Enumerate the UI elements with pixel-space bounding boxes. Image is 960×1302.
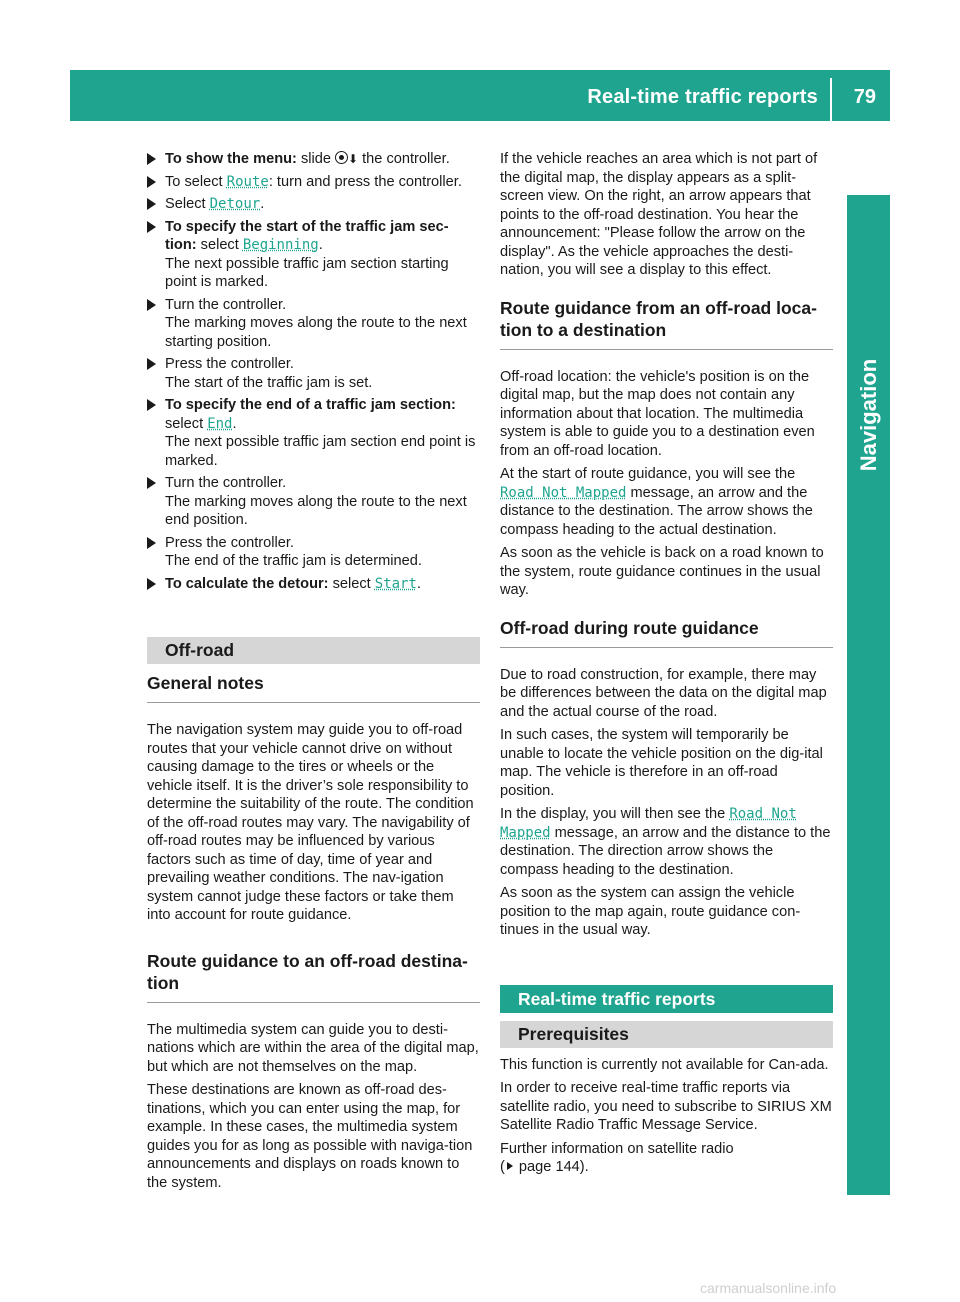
paragraph: In order to receive real-time traffic reports via satellite radio, you need to subscribe to SIRIUS XM Satellite Radio Traffic Message Service. xyxy=(500,1080,832,1133)
display-message-road-not-mapped: Road Not Mapped xyxy=(500,806,797,841)
step-text: Turn the controller. xyxy=(165,296,287,313)
paragraph: These destinations are known as off-road des-tinations, which you can enter using the map, for example. In these cases, the multimedia system guides you for as long as possible with naviga-tion announcements and displays on roads known to the system. xyxy=(147,1082,473,1191)
paragraph-text: message, an arrow and the distance to the destination. The direction arrow shows the compass heading to the destination. xyxy=(500,824,831,878)
section-heading-prerequisites: Prerequisites xyxy=(500,1021,833,1048)
step-result: The next possible traffic jam section end point is marked. xyxy=(165,434,476,469)
paragraph: Due to road construction, for example, there may be differences between the data on the digital map and the actual course of the road. xyxy=(500,666,827,720)
paragraph: The navigation system may guide you to off-road routes that your vehicle cannot drive on without causing damage to the tires or wheels or the vehicle itself. It is the driver’s sole responsibility to determine the suitability of the route. The condition of the off-road routes may vary. The navigability of off-road routes may be influenced by various factors such as time of day, time of year and prevailing weather conditions. The nav-igation system cannot judge these factors or take them into account for route guidance. xyxy=(147,722,474,923)
paragraph xyxy=(500,1140,833,1177)
paragraph: If the vehicle reaches an area which is not part of the digital map, the display appears as a split-screen view. On the right, an arrow appears that points to the off-road destination. You hear the announcement: "Please follow the arrow on the display". As the vehicle approaches the desti-nation, you will see a display to this effect. xyxy=(500,151,818,278)
page-header xyxy=(70,70,890,121)
subheading-route-guidance-to-offroad: Route guidance to an off-road destina-tion xyxy=(147,950,480,1003)
paragraph: This function is currently not available for Can-ada. xyxy=(500,1056,829,1073)
step-arrow-icon xyxy=(147,153,156,165)
step-arrow-icon xyxy=(147,578,156,590)
step-arrow-icon xyxy=(147,537,156,549)
step-text: the controller. xyxy=(358,151,450,167)
paragraph: Off-road location: the vehicle's position is on the digital map, but the map does not contain any information about that location. The multimedia system is able to guide you to a destination even from an off-road location. xyxy=(500,368,815,459)
watermark: carmanualsonline.info xyxy=(700,1280,837,1296)
instruction-step xyxy=(147,355,480,392)
step-text: slide xyxy=(296,151,336,167)
step-text: . xyxy=(232,415,237,432)
instruction-step xyxy=(147,296,480,352)
paragraph-text: Further information on satellite radio xyxy=(500,1140,734,1157)
side-tab-label: Navigation xyxy=(855,358,881,472)
header-separator xyxy=(830,78,832,121)
paragraph: As soon as the system can assign the vehicle position to the map again, route guidance con-tinues in the usual way. xyxy=(500,885,801,938)
step-text: Select xyxy=(165,196,210,212)
step-bold: To specify the start of the traffic jam sec-tion: xyxy=(165,218,449,253)
instruction-step xyxy=(147,218,480,292)
menu-item-beginning: Beginning xyxy=(242,237,319,253)
step-result: The marking moves along the route to the next starting position. xyxy=(165,315,467,350)
step-text: select xyxy=(328,575,375,592)
paragraph: The multimedia system can guide you to desti-nations which are within the area of the digital map, but which are not themselves on the map. xyxy=(147,1021,479,1075)
instruction-step xyxy=(147,150,480,169)
step-text: Press the controller. xyxy=(165,534,294,551)
paragraph-text: In the display, you will then see the xyxy=(500,806,730,822)
instruction-step xyxy=(147,575,480,594)
step-result: The start of the traffic jam is set. xyxy=(165,374,373,391)
step-text: Turn the controller. xyxy=(165,475,287,491)
paragraph-text: At the start of route guidance, you will see the xyxy=(500,466,796,482)
paragraph: In such cases, the system will temporarily be unable to locate the vehicle position on the dig-ital map. The vehicle is therefore in an off-road position. xyxy=(500,727,823,799)
step-text: . xyxy=(416,575,421,592)
step-arrow-icon xyxy=(147,358,156,370)
paragraph: As soon as the vehicle is back on a road known to the system, route guidance continues in the usual way. xyxy=(500,545,824,598)
step-text: select xyxy=(196,237,243,253)
display-message-road-not-mapped: Road Not Mapped xyxy=(500,484,627,501)
step-text: . xyxy=(318,237,323,253)
page-reference-link[interactable]: page 144). xyxy=(514,1159,589,1175)
paragraph-text: message, an arrow and the distance to the destination. The arrow shows the compass heading to the actual destination. xyxy=(500,484,813,538)
step-text: . xyxy=(260,196,265,212)
menu-item-route: Route xyxy=(226,173,269,190)
step-arrow-icon xyxy=(147,176,156,188)
step-bold: To specify the end of a traffic jam section: xyxy=(165,397,456,413)
step-text: Press the controller. xyxy=(165,356,294,372)
header-title: Real-time traffic reports xyxy=(587,86,818,108)
subheading-offroad-during-guidance: Off-road during route guidance xyxy=(500,617,833,648)
step-result: The marking moves along the route to the next end position. xyxy=(165,493,467,528)
instruction-step xyxy=(147,396,480,470)
section-side-tab xyxy=(847,195,890,1195)
step-text: : turn and press the controller. xyxy=(268,173,462,190)
menu-item-detour: Detour xyxy=(209,196,261,212)
subheading-general-notes: General notes xyxy=(147,672,480,703)
section-heading-offroad: Off-road xyxy=(147,637,480,664)
step-arrow-icon xyxy=(147,221,156,233)
page-number: 79 xyxy=(853,86,876,108)
step-arrow-icon xyxy=(147,399,156,411)
menu-item-start: Start xyxy=(374,575,417,592)
subheading-route-guidance-from-offroad: Route guidance from an off-road loca-tion to a destination xyxy=(500,297,833,350)
paragraph-text: ( xyxy=(500,1159,505,1175)
menu-item-end: End xyxy=(207,415,233,432)
arrow-down-icon: ⬇ xyxy=(348,152,359,166)
step-text: select xyxy=(165,415,208,432)
step-result: The end of the traffic jam is determined. xyxy=(165,553,422,569)
page-ref-triangle-icon xyxy=(507,1162,513,1170)
controller-slide-icon xyxy=(335,151,348,164)
instruction-step xyxy=(147,195,480,214)
instruction-step xyxy=(147,173,480,192)
left-column xyxy=(147,150,480,1197)
step-arrow-icon xyxy=(147,198,156,210)
step-result: The next possible traffic jam section starting point is marked. xyxy=(165,255,449,290)
section-heading-real-time-traffic: Real-time traffic reports xyxy=(500,985,833,1013)
instruction-step xyxy=(147,474,480,530)
step-arrow-icon xyxy=(147,299,156,311)
paragraph xyxy=(500,465,833,539)
step-bold: To show the menu: xyxy=(165,151,297,167)
step-bold: To calculate the detour: xyxy=(165,575,329,592)
paragraph xyxy=(500,805,833,879)
step-text: To select xyxy=(165,173,227,190)
right-column xyxy=(500,150,833,1182)
step-arrow-icon xyxy=(147,477,156,489)
instruction-step xyxy=(147,534,480,571)
